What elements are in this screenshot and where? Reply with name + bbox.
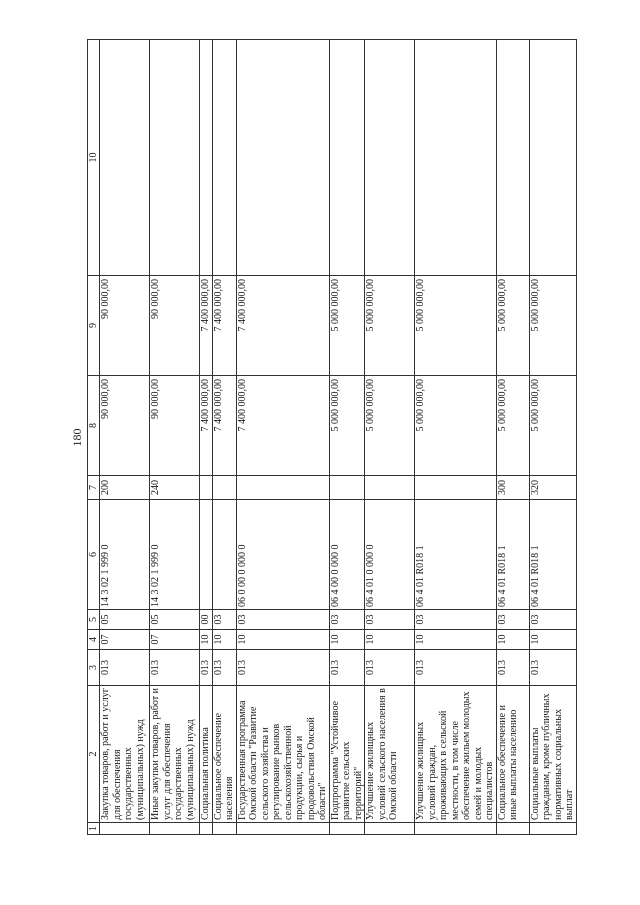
ministry-code-cell: 013 — [329, 650, 365, 686]
table-row — [329, 40, 365, 835]
table-row — [415, 40, 497, 835]
section-cell: 10 — [529, 630, 576, 650]
ministry-code-cell: 013 — [150, 650, 200, 686]
expense-type-cell: 320 — [529, 476, 576, 500]
table-row — [529, 40, 576, 835]
row-marker-cell — [496, 823, 529, 835]
amount-cell: 5 000 000,00 — [529, 376, 576, 476]
section-cell: 07 — [150, 630, 200, 650]
section-cell: 10 — [365, 630, 415, 650]
section-cell: 10 — [200, 630, 213, 650]
section-cell: 10 — [212, 630, 236, 650]
extra-cell — [100, 40, 150, 276]
extra-cell — [529, 40, 576, 276]
section-cell: 07 — [100, 630, 150, 650]
page-number: 180 — [70, 428, 84, 447]
amount-total-cell: 5 000 000,00 — [365, 276, 415, 376]
section-cell: 10 — [415, 630, 497, 650]
subsection-cell: 03 — [212, 610, 236, 630]
item-name-cell: Закупка товаров, работ и услуг для обеспечения государственных (муниципальных) нужд — [100, 686, 150, 823]
expense-type-cell: 300 — [496, 476, 529, 500]
item-name-cell: Улучшение жилищных условий сельского населения в Омской области — [365, 686, 415, 823]
expense-type-cell — [200, 476, 213, 500]
ministry-code-cell: 013 — [200, 650, 213, 686]
row-marker-cell — [529, 823, 576, 835]
extra-cell — [150, 40, 200, 276]
subsection-cell: 03 — [529, 610, 576, 630]
row-marker-cell — [365, 823, 415, 835]
amount-total-cell: 5 000 000,00 — [415, 276, 497, 376]
row-marker-cell — [150, 823, 200, 835]
expense-type-cell — [329, 476, 365, 500]
column-header-1: 1 — [88, 823, 100, 835]
rotated-page — [70, 40, 630, 835]
subsection-cell: 05 — [100, 610, 150, 630]
column-header-9: 9 — [88, 276, 100, 376]
subsection-cell: 03 — [329, 610, 365, 630]
table-row — [100, 40, 150, 835]
row-marker-cell — [236, 823, 329, 835]
header-row — [88, 40, 100, 835]
table-row — [150, 40, 200, 835]
target-article-cell — [200, 500, 213, 610]
item-name-cell: Подпрограмма "Устойчивое развитие сельских территорий" — [329, 686, 365, 823]
amount-total-cell: 7 400 000,00 — [236, 276, 329, 376]
extra-cell — [365, 40, 415, 276]
row-marker-cell — [100, 823, 150, 835]
amount-total-cell: 7 400 000,00 — [212, 276, 236, 376]
amount-total-cell: 5 000 000,00 — [329, 276, 365, 376]
item-name-cell: Улучшение жилищных условий граждан, проживающих в сельской местности, в том числе обеспечение жильем молодых семей и молодых специалистов — [415, 686, 497, 823]
expense-type-cell — [365, 476, 415, 500]
ministry-code-cell: 013 — [415, 650, 497, 686]
expense-type-cell — [415, 476, 497, 500]
table-row — [200, 40, 213, 835]
column-header-10: 10 — [88, 40, 100, 276]
table-row — [212, 40, 236, 835]
extra-cell — [200, 40, 213, 276]
amount-cell: 7 400 000,00 — [200, 376, 213, 476]
target-article-cell: 06 4 01 R018 1 — [415, 500, 497, 610]
item-name-cell: Государственная программа Омской области "Развитие сельского хозяйства и регулирование рынков сельскохозяйственной продукции, сырья и продовольствия Омской области" — [236, 686, 329, 823]
extra-cell — [415, 40, 497, 276]
section-cell: 10 — [329, 630, 365, 650]
item-name-cell: Социальные выплаты гражданам, кроме публичных нормативных социальных выплат — [529, 686, 576, 823]
amount-total-cell: 5 000 000,00 — [529, 276, 576, 376]
amount-cell: 5 000 000,00 — [496, 376, 529, 476]
subsection-cell: 05 — [150, 610, 200, 630]
item-name-cell: Социальное обеспечение и иные выплаты населению — [496, 686, 529, 823]
row-marker-cell — [329, 823, 365, 835]
extra-cell — [329, 40, 365, 276]
amount-cell: 5 000 000,00 — [415, 376, 497, 476]
column-header-3: 3 — [88, 650, 100, 686]
table-row — [365, 40, 415, 835]
ministry-code-cell: 013 — [236, 650, 329, 686]
target-article-cell: 06 4 01 R018 1 — [529, 500, 576, 610]
ministry-code-cell: 013 — [529, 650, 576, 686]
subsection-cell: 00 — [200, 610, 213, 630]
amount-total-cell: 7 400 000,00 — [200, 276, 213, 376]
subsection-cell: 03 — [365, 610, 415, 630]
column-header-8: 8 — [88, 376, 100, 476]
target-article-cell — [212, 500, 236, 610]
column-header-4: 4 — [88, 630, 100, 650]
amount-cell: 90 000,00 — [150, 376, 200, 476]
extra-cell — [236, 40, 329, 276]
row-marker-cell — [200, 823, 213, 835]
amount-cell: 7 400 000,00 — [236, 376, 329, 476]
table-row — [496, 40, 529, 835]
ministry-code-cell: 013 — [496, 650, 529, 686]
column-header-5: 5 — [88, 610, 100, 630]
amount-cell: 5 000 000,00 — [329, 376, 365, 476]
amount-total-cell: 90 000,00 — [150, 276, 200, 376]
section-cell: 10 — [236, 630, 329, 650]
subsection-cell: 03 — [496, 610, 529, 630]
expense-type-cell — [212, 476, 236, 500]
target-article-cell: 14 3 02 1 999 0 — [150, 500, 200, 610]
extra-cell — [212, 40, 236, 276]
column-header-7: 7 — [88, 476, 100, 500]
extra-cell — [496, 40, 529, 276]
ministry-code-cell: 013 — [365, 650, 415, 686]
target-article-cell: 06 4 00 0 000 0 — [329, 500, 365, 610]
amount-total-cell: 5 000 000,00 — [496, 276, 529, 376]
ministry-code-cell: 013 — [212, 650, 236, 686]
column-header-6: 6 — [88, 500, 100, 610]
ministry-code-cell: 013 — [100, 650, 150, 686]
expense-type-cell: 200 — [100, 476, 150, 500]
target-article-cell: 14 3 02 1 999 0 — [100, 500, 150, 610]
budget-table — [87, 39, 577, 835]
item-name-cell: Социальное обеспечение населения — [212, 686, 236, 823]
column-header-2: 2 — [88, 686, 100, 823]
amount-cell: 5 000 000,00 — [365, 376, 415, 476]
target-article-cell: 06 0 00 0 000 0 — [236, 500, 329, 610]
target-article-cell: 06 4 01 R018 1 — [496, 500, 529, 610]
row-marker-cell — [212, 823, 236, 835]
row-marker-cell — [415, 823, 497, 835]
amount-cell: 90 000,00 — [100, 376, 150, 476]
amount-cell: 7 400 000,00 — [212, 376, 236, 476]
target-article-cell: 06 4 01 0 000 0 — [365, 500, 415, 610]
expense-type-cell: 240 — [150, 476, 200, 500]
section-cell: 10 — [496, 630, 529, 650]
expense-type-cell — [236, 476, 329, 500]
subsection-cell: 03 — [236, 610, 329, 630]
amount-total-cell: 90 000,00 — [100, 276, 150, 376]
table-row — [236, 40, 329, 835]
item-name-cell: Социальная политика — [200, 686, 213, 823]
item-name-cell: Иные закупки товаров, работ и услуг для обеспечения государственных (муниципальных) нужд — [150, 686, 200, 823]
subsection-cell: 03 — [415, 610, 497, 630]
